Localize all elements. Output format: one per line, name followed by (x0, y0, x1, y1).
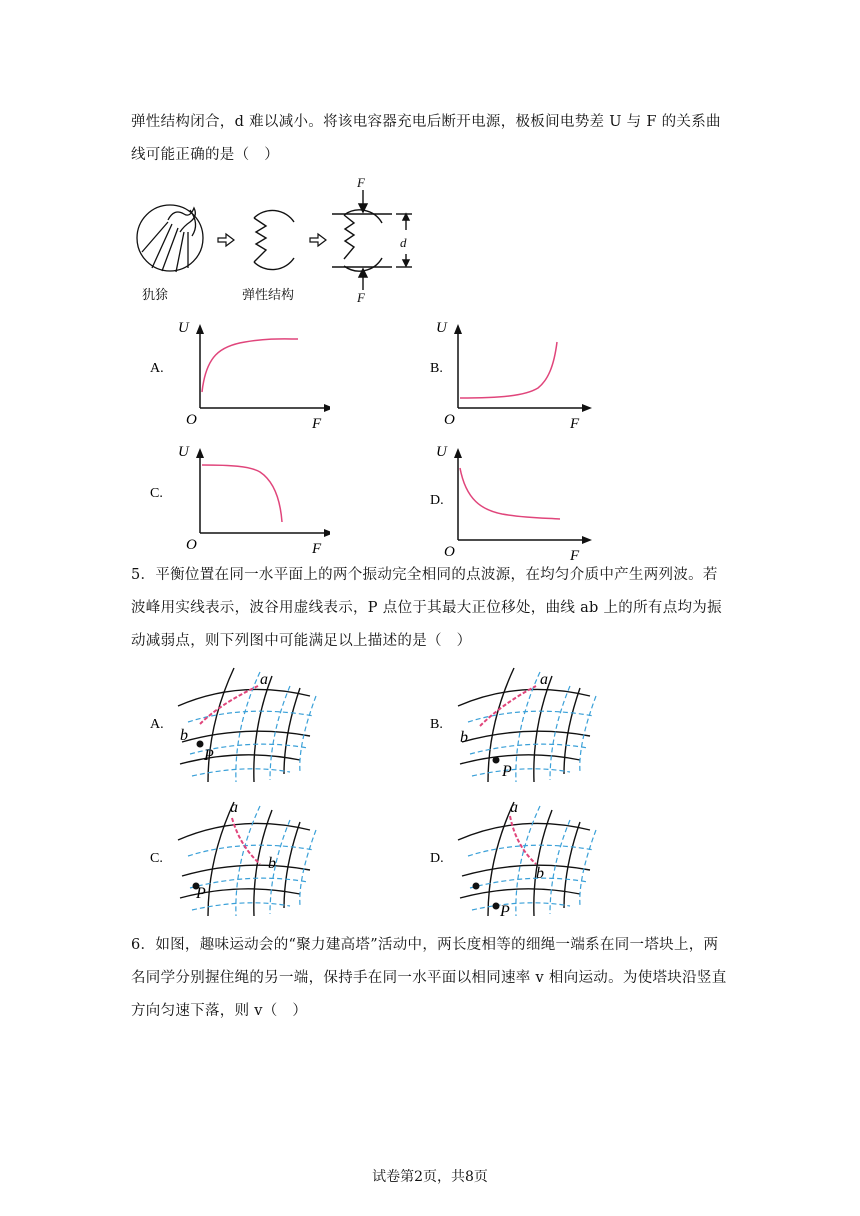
option-label: C. (150, 851, 163, 866)
x-axis-arrow (324, 404, 330, 412)
crest-line (254, 676, 272, 782)
arrow-right-icon (310, 234, 326, 246)
wave-diagram-option-2 (150, 798, 320, 923)
trough-line (472, 769, 570, 776)
label-p: P (502, 763, 512, 780)
origin-label: O (444, 544, 455, 560)
label-a: a (540, 671, 548, 688)
label-b: b (180, 727, 188, 744)
trough-line (470, 744, 588, 754)
trough-line (468, 845, 594, 856)
crest-line (182, 865, 310, 876)
origin-label: O (444, 412, 455, 428)
crest-line (534, 676, 552, 782)
force-label-top: F (357, 175, 365, 190)
x-axis-arrow (324, 529, 330, 537)
u-f-curve (460, 468, 560, 519)
crest-line (208, 668, 234, 782)
crest-line (462, 865, 590, 876)
wave-diagram-option-0 (150, 664, 320, 789)
armadillo-icon (137, 205, 203, 272)
label-b: b (460, 729, 468, 746)
label-a: a (230, 799, 238, 816)
option-label: B. (430, 717, 443, 732)
trough-line (516, 806, 540, 916)
wave-diagram-option-3 (430, 798, 600, 923)
force-label-bottom: F (357, 290, 365, 305)
ufgraph-option-0 (150, 316, 330, 441)
trough-line (192, 903, 290, 910)
label-p: P (204, 747, 214, 764)
x-axis-label: F (570, 548, 580, 564)
page-footer: 试卷第2页，共8页 (372, 1169, 488, 1185)
q4-text-line1: 弹性结构闭合，d 难以减小。将该电容器充电后断开电源，极板间电势差 U 与 F 的关系曲 (131, 114, 721, 130)
crest-line (460, 889, 580, 898)
point-p (197, 741, 204, 748)
label-p: P (196, 885, 206, 902)
origin-label: O (186, 412, 197, 428)
y-axis-label: U (436, 444, 447, 460)
wave-diagram-option-1 (430, 664, 600, 789)
q5-text-line3: 动减弱点，则下列图中可能满足以上描述的是（ ） (131, 633, 472, 649)
y-axis-arrow (196, 448, 204, 458)
ufgraph-option-3 (430, 440, 610, 565)
crest-line (180, 755, 300, 764)
point-p (493, 903, 500, 910)
crest-line (460, 755, 580, 764)
x-axis-arrow (582, 404, 592, 412)
extra-point (473, 883, 480, 890)
u-f-curve (460, 342, 557, 398)
x-axis-label: F (312, 541, 322, 557)
armadillo-caption: 犰狳 (142, 288, 169, 303)
x-axis-label: F (570, 416, 580, 432)
x-axis-label: F (312, 416, 322, 432)
trough-line (192, 769, 290, 776)
u-f-curve (202, 465, 282, 522)
q6-text-line1: 6．如图，趣味运动会的“聚力建高塔”活动中，两长度相等的细绳一端系在同一塔块上，两 (131, 937, 719, 953)
point-p (493, 757, 500, 764)
q4-text-line2: 线可能正确的是（ ） (131, 147, 279, 163)
trough-line (470, 878, 588, 888)
crest-line (284, 822, 300, 908)
crest-line (462, 731, 590, 742)
q6-text-line2: 名同学分别握住绳的另一端，保持手在同一水平面以相同速率 v 相向运动。为使塔块沿竖直 (131, 970, 727, 986)
q6-text-line3: 方向匀速下落，则 v（ ） (131, 1003, 308, 1019)
arrow-right-icon (218, 234, 234, 246)
label-b: b (268, 855, 276, 872)
y-axis-arrow (454, 324, 462, 334)
x-axis-arrow (582, 536, 592, 544)
origin-label: O (186, 537, 197, 553)
y-axis-label: U (436, 320, 447, 336)
label-a: a (260, 671, 268, 688)
q5-text-line1: 5．平衡位置在同一水平面上的两个振动完全相同的点波源，在均匀介质中产生两列波。若 (131, 567, 718, 583)
q5-text-line2: 波峰用实线表示，波谷用虚线表示，P 点位于其最大正位移处，曲线 ab 上的所有点均为振 (131, 600, 722, 616)
option-label: A. (150, 361, 164, 376)
trough-line (190, 878, 308, 888)
crest-line (564, 822, 580, 908)
y-axis-label: U (178, 320, 189, 336)
structure-caption: 弹性结构 (242, 288, 295, 303)
crest-line (534, 810, 552, 916)
trough-line (516, 672, 540, 782)
label-b: b (536, 865, 544, 882)
y-axis-arrow (454, 448, 462, 458)
option-label: C. (150, 486, 163, 501)
label-p: P (500, 903, 510, 920)
ufgraph-option-1 (430, 316, 610, 441)
distance-label: d (400, 235, 407, 250)
option-label: A. (150, 717, 164, 732)
option-label: D. (430, 851, 444, 866)
elastic-structure-icon (254, 210, 294, 269)
trough-line (188, 845, 314, 856)
crest-line (458, 823, 590, 840)
option-label: D. (430, 493, 444, 508)
crest-line (182, 731, 310, 742)
crest-line (178, 823, 310, 840)
crest-line (208, 802, 234, 916)
option-label: B. (430, 361, 443, 376)
trough-line (472, 903, 570, 910)
crest-line (564, 688, 580, 774)
y-axis-label: U (178, 444, 189, 460)
crest-line (284, 688, 300, 774)
y-axis-arrow (196, 324, 204, 334)
label-a: a (510, 799, 518, 816)
trough-line (188, 711, 314, 722)
trough-line (236, 672, 260, 782)
ufgraph-option-2 (150, 440, 330, 565)
u-f-curve (202, 339, 298, 392)
